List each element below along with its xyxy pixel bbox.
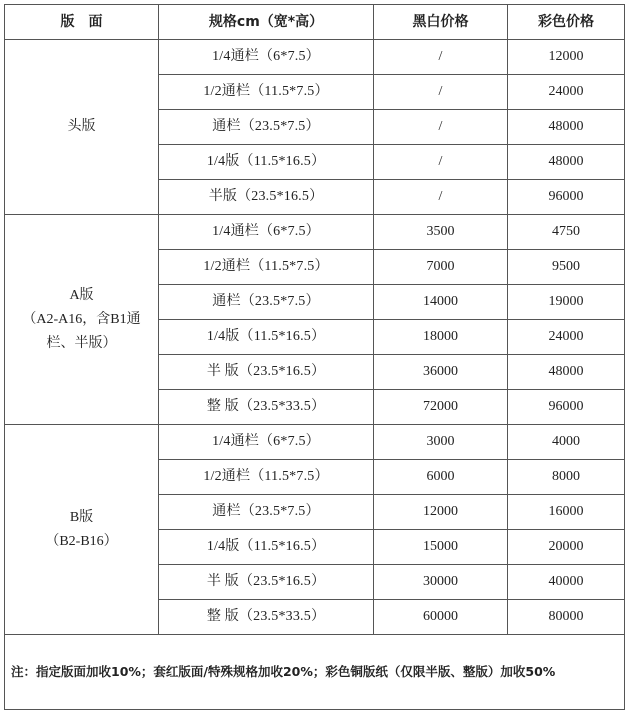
bw-price-cell: 3500 [374, 215, 508, 250]
color-price-cell: 48000 [508, 145, 625, 180]
bw-price-cell: / [374, 75, 508, 110]
section-range-cont: 栏、半版） [46, 335, 117, 351]
section-a-pages [5, 215, 159, 425]
note-row [5, 635, 625, 710]
color-price-cell: 4750 [508, 215, 625, 250]
bw-price-cell: 7000 [374, 250, 508, 285]
bw-price-cell: 72000 [374, 390, 508, 425]
color-price-cell: 48000 [508, 110, 625, 145]
section-name: 头版 [67, 119, 96, 134]
header-section: 版 面 [5, 5, 159, 40]
color-price-cell: 19000 [508, 285, 625, 320]
color-price-cell: 4000 [508, 425, 625, 460]
color-price-cell: 24000 [508, 320, 625, 355]
spec-cell: 整 版（23.5*33.5） [159, 390, 374, 425]
spec-cell: 半版（23.5*16.5） [159, 180, 374, 215]
color-price-cell: 20000 [508, 530, 625, 565]
spec-cell: 1/4通栏（6*7.5） [159, 215, 374, 250]
spec-cell: 1/4版（11.5*16.5） [159, 145, 374, 180]
header-bw-price: 黑白价格 [374, 5, 508, 40]
bw-price-cell: 60000 [374, 600, 508, 635]
spec-cell: 1/4通栏（6*7.5） [159, 425, 374, 460]
spec-cell: 1/4版（11.5*16.5） [159, 320, 374, 355]
header-row [5, 5, 625, 40]
header-color-price: 彩色价格 [508, 5, 625, 40]
bw-price-cell: 18000 [374, 320, 508, 355]
bw-price-cell: / [374, 110, 508, 145]
color-price-cell: 96000 [508, 180, 625, 215]
table-row [5, 215, 625, 250]
surcharge-note: 注：指定版面加收10%；套红版面/特殊规格加收20%；彩色铜版纸（仅限半版、整版）加收50% [5, 635, 625, 710]
bw-price-cell: 15000 [374, 530, 508, 565]
table-row [5, 40, 625, 75]
spec-cell: 1/4版（11.5*16.5） [159, 530, 374, 565]
spec-cell: 1/4通栏（6*7.5） [159, 40, 374, 75]
color-price-cell: 16000 [508, 495, 625, 530]
bw-price-cell: 12000 [374, 495, 508, 530]
color-price-cell: 40000 [508, 565, 625, 600]
bw-price-cell: / [374, 145, 508, 180]
color-price-cell: 8000 [508, 460, 625, 495]
section-range: （B2-B16） [45, 533, 118, 549]
color-price-cell: 96000 [508, 390, 625, 425]
spec-cell: 1/2通栏（11.5*7.5） [159, 460, 374, 495]
table-row [5, 425, 625, 460]
color-price-cell: 80000 [508, 600, 625, 635]
section-range: （A2-A16，含B1通 [22, 311, 141, 327]
color-price-cell: 24000 [508, 75, 625, 110]
ad-rate-table [4, 4, 625, 710]
bw-price-cell: 6000 [374, 460, 508, 495]
section-b-pages [5, 425, 159, 635]
spec-cell: 通栏（23.5*7.5） [159, 285, 374, 320]
section-name: A版 [69, 287, 94, 303]
bw-price-cell: / [374, 180, 508, 215]
spec-cell: 整 版（23.5*33.5） [159, 600, 374, 635]
bw-price-cell: / [374, 40, 508, 75]
section-front-page [5, 40, 159, 215]
spec-cell: 半 版（23.5*16.5） [159, 565, 374, 600]
header-spec: 规格cm（宽*高） [159, 5, 374, 40]
spec-cell: 1/2通栏（11.5*7.5） [159, 250, 374, 285]
color-price-cell: 12000 [508, 40, 625, 75]
spec-cell: 1/2通栏（11.5*7.5） [159, 75, 374, 110]
color-price-cell: 9500 [508, 250, 625, 285]
spec-cell: 通栏（23.5*7.5） [159, 495, 374, 530]
bw-price-cell: 36000 [374, 355, 508, 390]
spec-cell: 半 版（23.5*16.5） [159, 355, 374, 390]
spec-cell: 通栏（23.5*7.5） [159, 110, 374, 145]
section-name: B版 [69, 509, 94, 525]
color-price-cell: 48000 [508, 355, 625, 390]
bw-price-cell: 30000 [374, 565, 508, 600]
bw-price-cell: 3000 [374, 425, 508, 460]
bw-price-cell: 14000 [374, 285, 508, 320]
